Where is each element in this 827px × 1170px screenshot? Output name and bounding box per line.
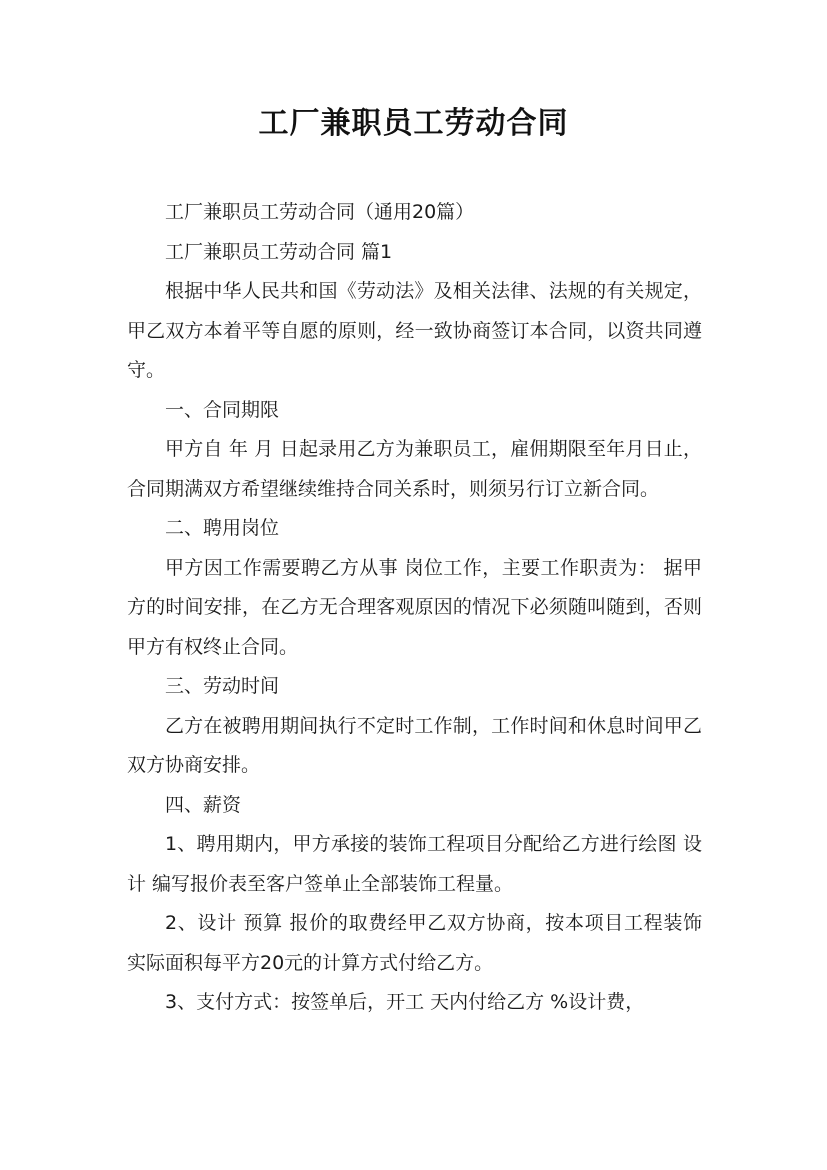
section-label: 工厂兼职员工劳动合同 篇1: [165, 240, 393, 263]
paragraph-contract-term: 甲方自 年 月 日起录用乙方为兼职员工，雇佣期限至年月日止，合同期满双方希望继续维持合同关系时，则须另行订立新合同。: [127, 438, 702, 500]
document-title: 工厂兼职员工劳动合同: [258, 106, 569, 141]
paragraph-working-hours: 乙方在被聘用期间执行不定时工作制，工作时间和休息时间甲乙双方协商安排。: [127, 714, 702, 776]
paragraph-salary-1: 1、聘用期内，甲方承接的装饰工程项目分配给乙方进行绘图 设计 编写报价表至客户签单止全部装饰工程量。: [127, 833, 702, 895]
paragraph-position: 甲方因工作需要聘乙方从事 岗位工作，主要工作职责为： 据甲方的时间安排，在乙方无合理客观原因的情况下必须随叫随到，否则甲方有权终止合同。: [127, 556, 702, 658]
paragraph-salary-3: 3、支付方式：按签单后，开工 天内付给乙方 %设计费，: [165, 991, 645, 1013]
heading-position: 二、聘用岗位: [165, 517, 280, 539]
heading-salary: 四、薪资: [165, 793, 242, 816]
heading-contract-term: 一、合同期限: [165, 398, 280, 421]
paragraph-salary-2: 2、设计 预算 报价的取费经甲乙双方协商，按本项目工程装饰实际面积每平方20元的计算方式付给乙方。: [127, 912, 702, 974]
heading-working-hours: 三、劳动时间: [165, 675, 280, 697]
document-body: [127, 193, 702, 1023]
paragraph-intro: 根据中华人民共和国《劳动法》及相关法律、法规的有关规定，甲乙双方本着平等自愿的原则，经一致协商签订本合同，以资共同遵守。: [127, 280, 702, 381]
document-subtitle: 工厂兼职员工劳动合同（通用20篇）: [165, 201, 475, 223]
